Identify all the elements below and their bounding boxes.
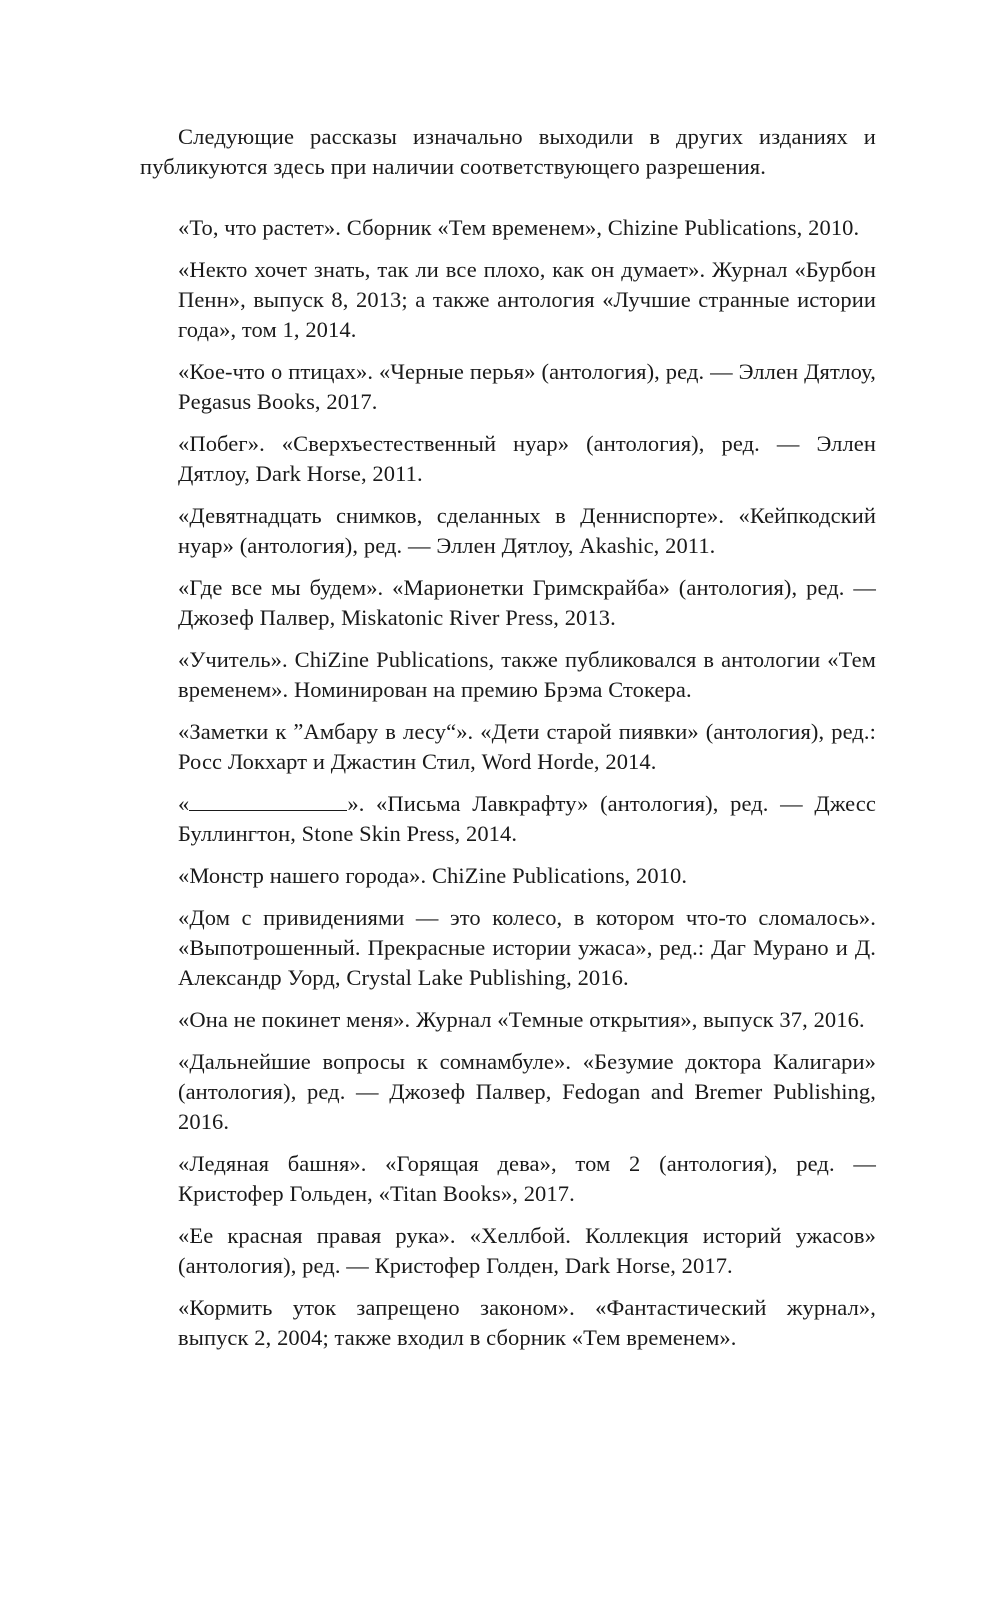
credit-entry: «Учитель». ChiZine Publications, также публиковался в антологии «Тем временем». Номинирован на премию Брэма Стокера. [178, 647, 876, 702]
intro-paragraph: Следующие рассказы изначально выходили в других изданиях и публикуются здесь при наличии соответствующего разрешения. [140, 124, 876, 179]
credit-entry: «Где все мы будем». «Марионетки Гримскрайба» (антология), ред. — Джозеф Палвер, Miskatonic River Press, 2013. [178, 575, 876, 630]
credit-entry: «Побег». «Сверхъестественный нуар» (антология), ред. — Эллен Дятлоу, Dark Horse, 2011. [178, 431, 876, 486]
credit-entry: «Девятнадцать снимков, сделанных в Денниспорте». «Кейпкодский нуар» (антология), ред. — Эллен Дятлоу, Akashic, 2011. [178, 503, 876, 558]
credit-entry: «Ее красная правая рука». «Хеллбой. Коллекция историй ужасов» (антология), ред. — Кристофер Голден, Dark Horse, 2017. [178, 1223, 876, 1278]
credit-entry: «Кое-что о птицах». «Черные перья» (антология), ред. — Эллен Дятлоу, Pegasus Books, 2017. [178, 359, 876, 414]
credit-entry: «То, что растет». Сборник «Тем временем», Chizine Publications, 2010. [178, 215, 860, 240]
credit-entry: «Она не покинет меня». Журнал «Темные открытия», выпуск 37, 2016. [178, 1007, 865, 1032]
credit-entry: «Дальнейшие вопросы к сомнамбуле». «Безумие доктора Калигари» (антология), ред. — Джозеф Палвер, Fedogan and Bremer Publishing, 2016. [178, 1049, 876, 1134]
credit-entry: «Кормить уток запрещено законом». «Фантастический журнал», выпуск 2, 2004; также входил в сборник «Тем временем». [178, 1295, 876, 1350]
title-blank-line [189, 792, 347, 811]
credit-entry-text: ». «Письма Лавкрафту» (антология), ред. — Джесс Буллингтон, Stone Skin Press, 2014. [178, 791, 876, 846]
credit-entry: «Некто хочет знать, так ли все плохо, как он думает». Журнал «Бурбон Пенн», выпуск 8, 2013; а также антология «Лучшие странные истории года», том 1, 2014. [178, 257, 876, 342]
credit-entry: «Ледяная башня». «Горящая дева», том 2 (антология), ред. — Кристофер Гольден, «Titan Books», 2017. [178, 1151, 876, 1206]
credit-entry: «Монстр нашего города». ChiZine Publications, 2010. [178, 863, 688, 888]
credit-entry: «Заметки к ˮАмбару в лесу“». «Дети старой пиявки» (антология), ред.: Росс Локхарт и Джастин Стил, Word Horde, 2014. [178, 719, 876, 774]
publication-credits-list [140, 213, 876, 1365]
credit-entry-untitled [140, 789, 876, 849]
credit-entry: «Дом с привидениями — это колесо, в котором что-то сломалось». «Выпотрошенный. Прекрасные истории ужаса», ред.: Даг Мурано и Д. Александр Уорд, Crystal Lake Publishing, 2016. [178, 905, 876, 990]
open-quote: « [178, 791, 190, 816]
